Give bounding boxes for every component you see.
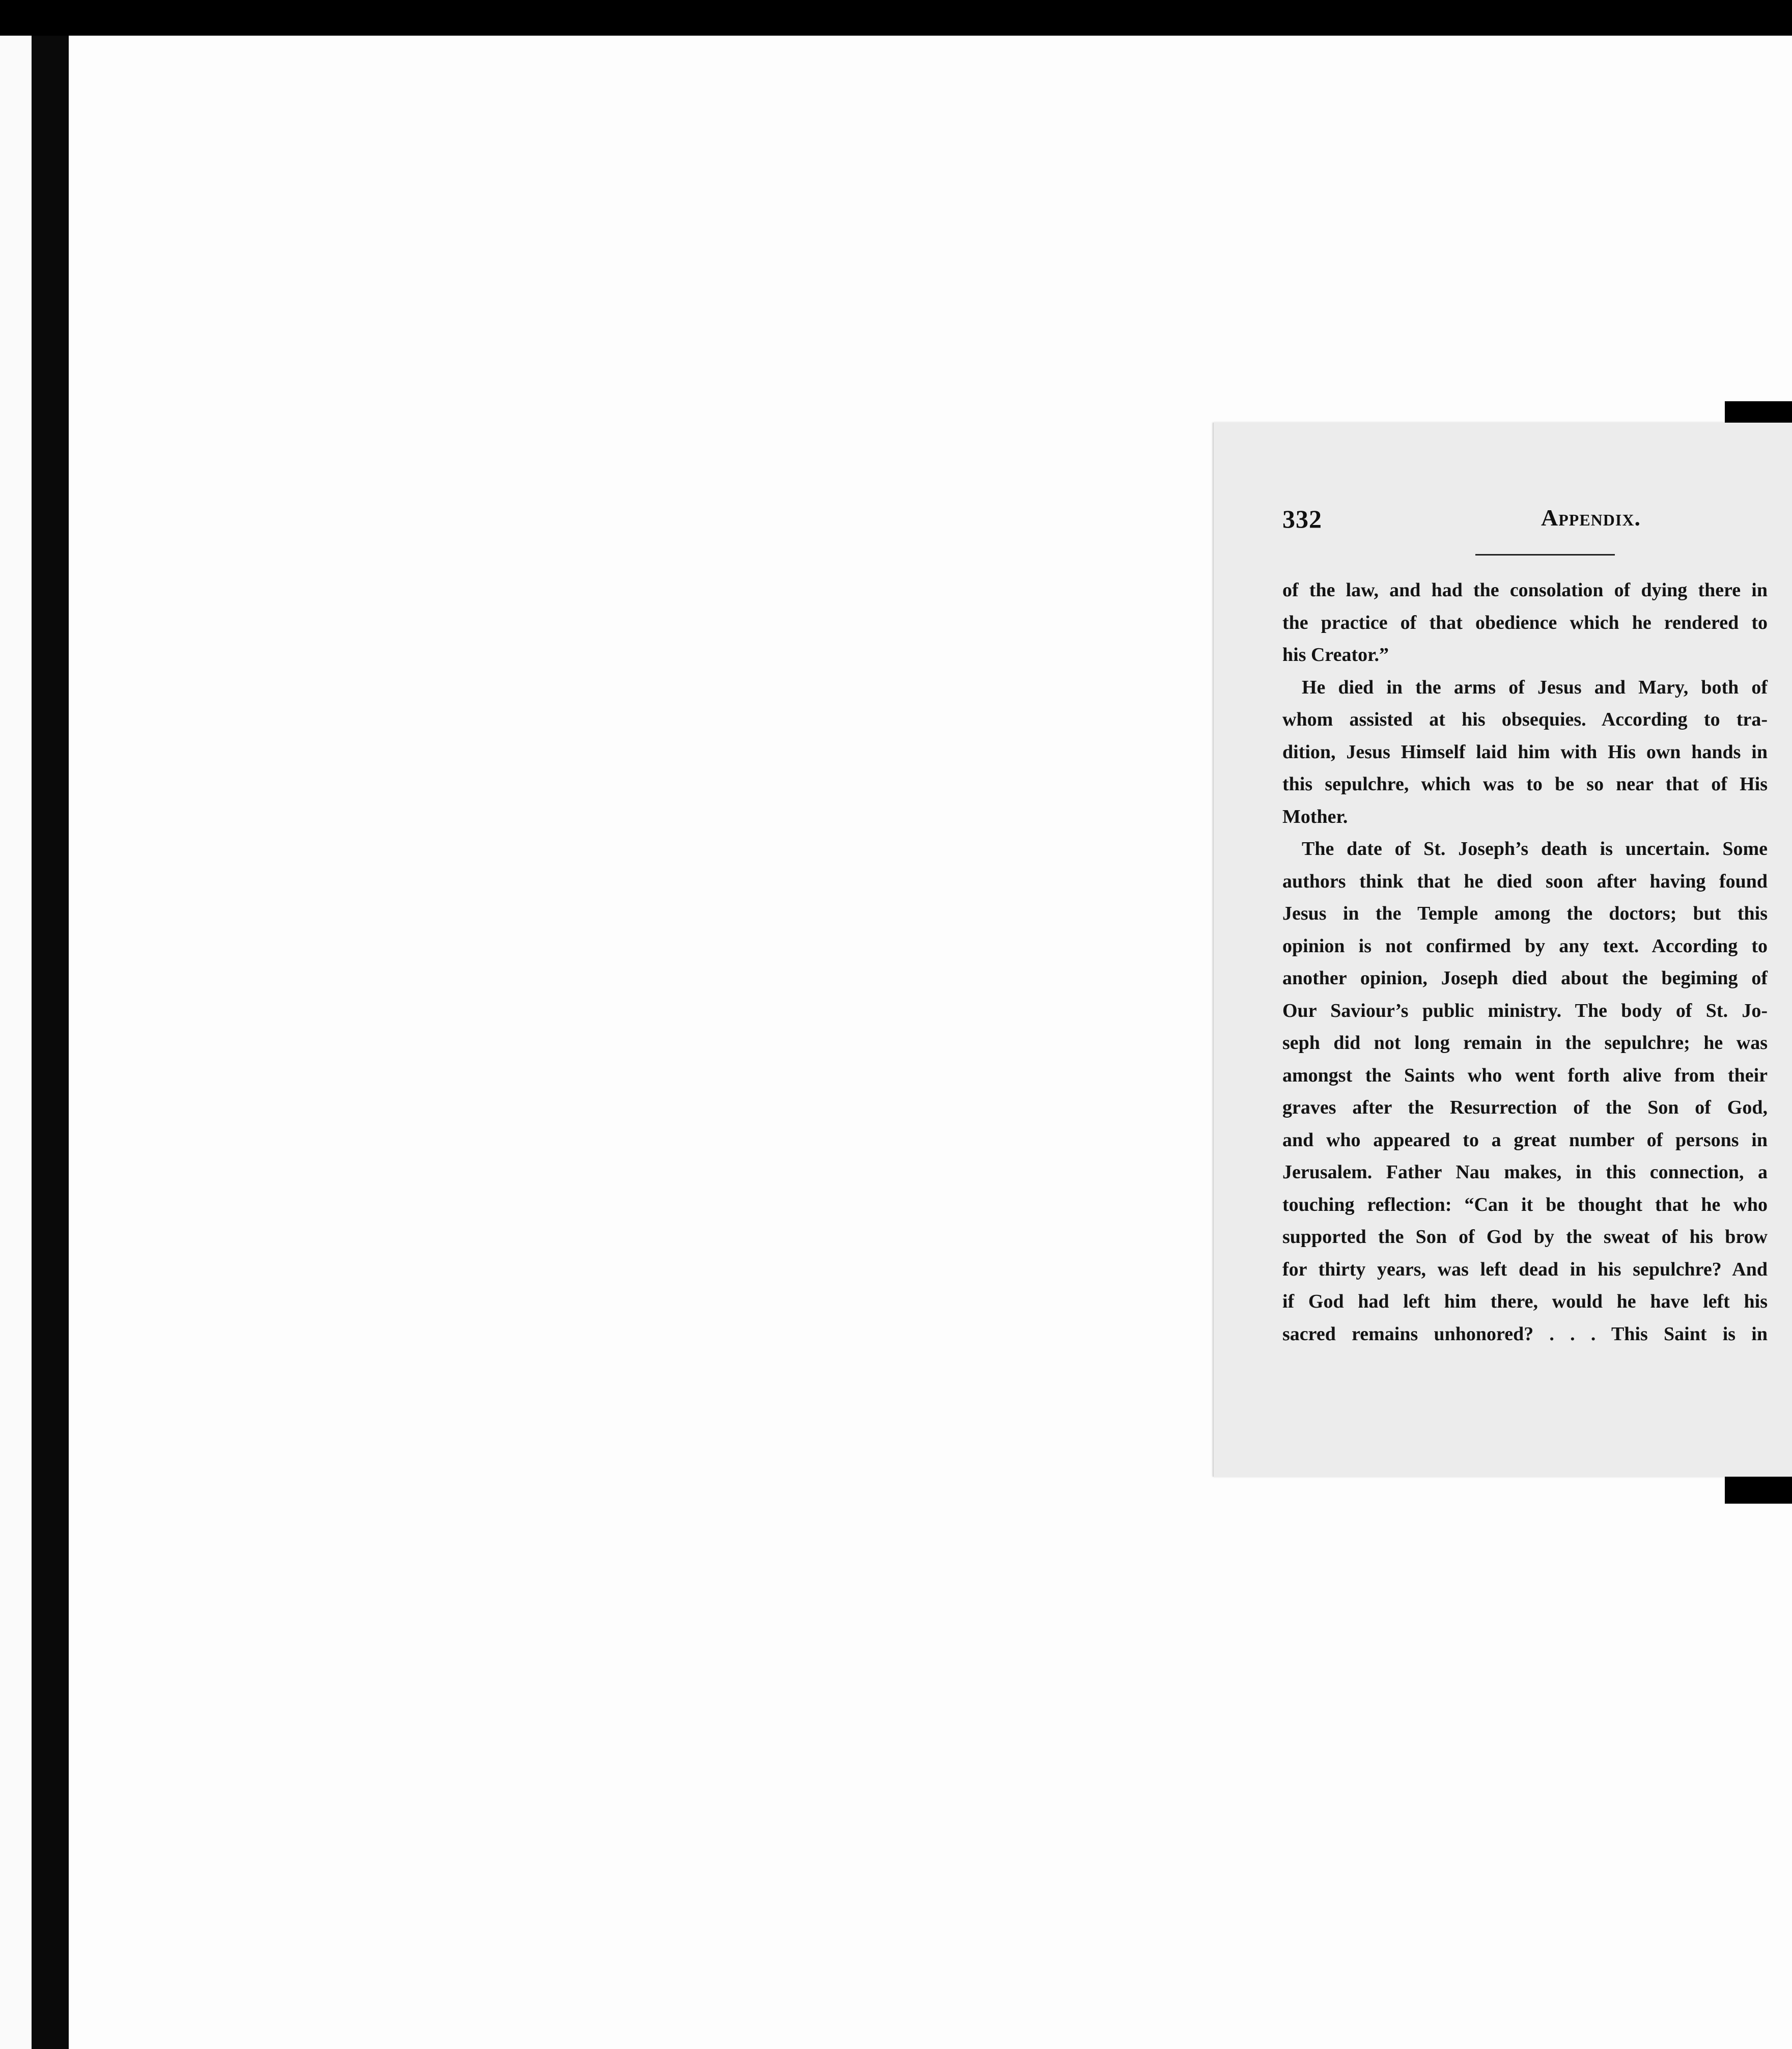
text-line: opinion is not confirmed by any text. According to (1282, 935, 1768, 957)
text-line: Mother. (1282, 806, 1348, 827)
running-head: Appendix. (1541, 505, 1641, 531)
text-line: Our Saviour’s public ministry. The body of St. Jo- (1282, 1000, 1768, 1021)
text-line: for thirty years, was left dead in his sepulchre? And (1282, 1258, 1768, 1280)
page-body-text (1282, 574, 1768, 1350)
text-line: another opinion, Joseph died about the begiming of (1282, 967, 1768, 989)
previous-leaf-edge (0, 36, 32, 2049)
text-line: his Creator.” (1282, 644, 1389, 666)
text-line: He died in the arms of Jesus and Mary, both of (1302, 676, 1768, 698)
page-header (1282, 504, 1768, 540)
text-line: seph did not long remain in the sepulchre; he was (1282, 1032, 1768, 1054)
page-number: 332 (1282, 505, 1322, 533)
text-line: dition, Jesus Himself laid him with His own hands in (1282, 741, 1768, 763)
text-line: whom assisted at his obsequies. According to tra- (1282, 709, 1768, 730)
text-line: The date of St. Joseph’s death is uncertain. Some (1302, 838, 1768, 860)
text-line: Jesus in the Temple among the doctors; but this (1282, 903, 1768, 924)
text-line: touching reflection: “Can it be thought that he who (1282, 1194, 1768, 1215)
black-tab-bottom (1725, 1473, 1792, 1504)
text-line: sacred remains unhonored? . . . This Saint is in (1282, 1323, 1768, 1345)
text-line: and who appeared to a great number of persons in (1282, 1129, 1768, 1151)
text-line: this sepulchre, which was to be so near that of His (1282, 773, 1768, 795)
text-line: authors think that he died soon after having found (1282, 870, 1768, 892)
text-line: the practice of that obedience which he rendered to (1282, 612, 1768, 633)
text-line: supported the Son of God by the sweat of his brow (1282, 1226, 1768, 1248)
binding-shadow (32, 36, 69, 2049)
black-tab-top (1725, 401, 1792, 423)
text-line: of the law, and had the consolation of dying there in (1282, 579, 1768, 601)
header-rule (1475, 554, 1615, 556)
text-line: if God had left him there, would he have left his (1282, 1291, 1768, 1312)
text-line: Jerusalem. Father Nau makes, in this connection, a (1282, 1161, 1768, 1183)
text-line: amongst the Saints who went forth alive from their (1282, 1064, 1768, 1086)
book-page (1213, 423, 1792, 1477)
text-line: graves after the Resurrection of the Son of God, (1282, 1097, 1768, 1118)
